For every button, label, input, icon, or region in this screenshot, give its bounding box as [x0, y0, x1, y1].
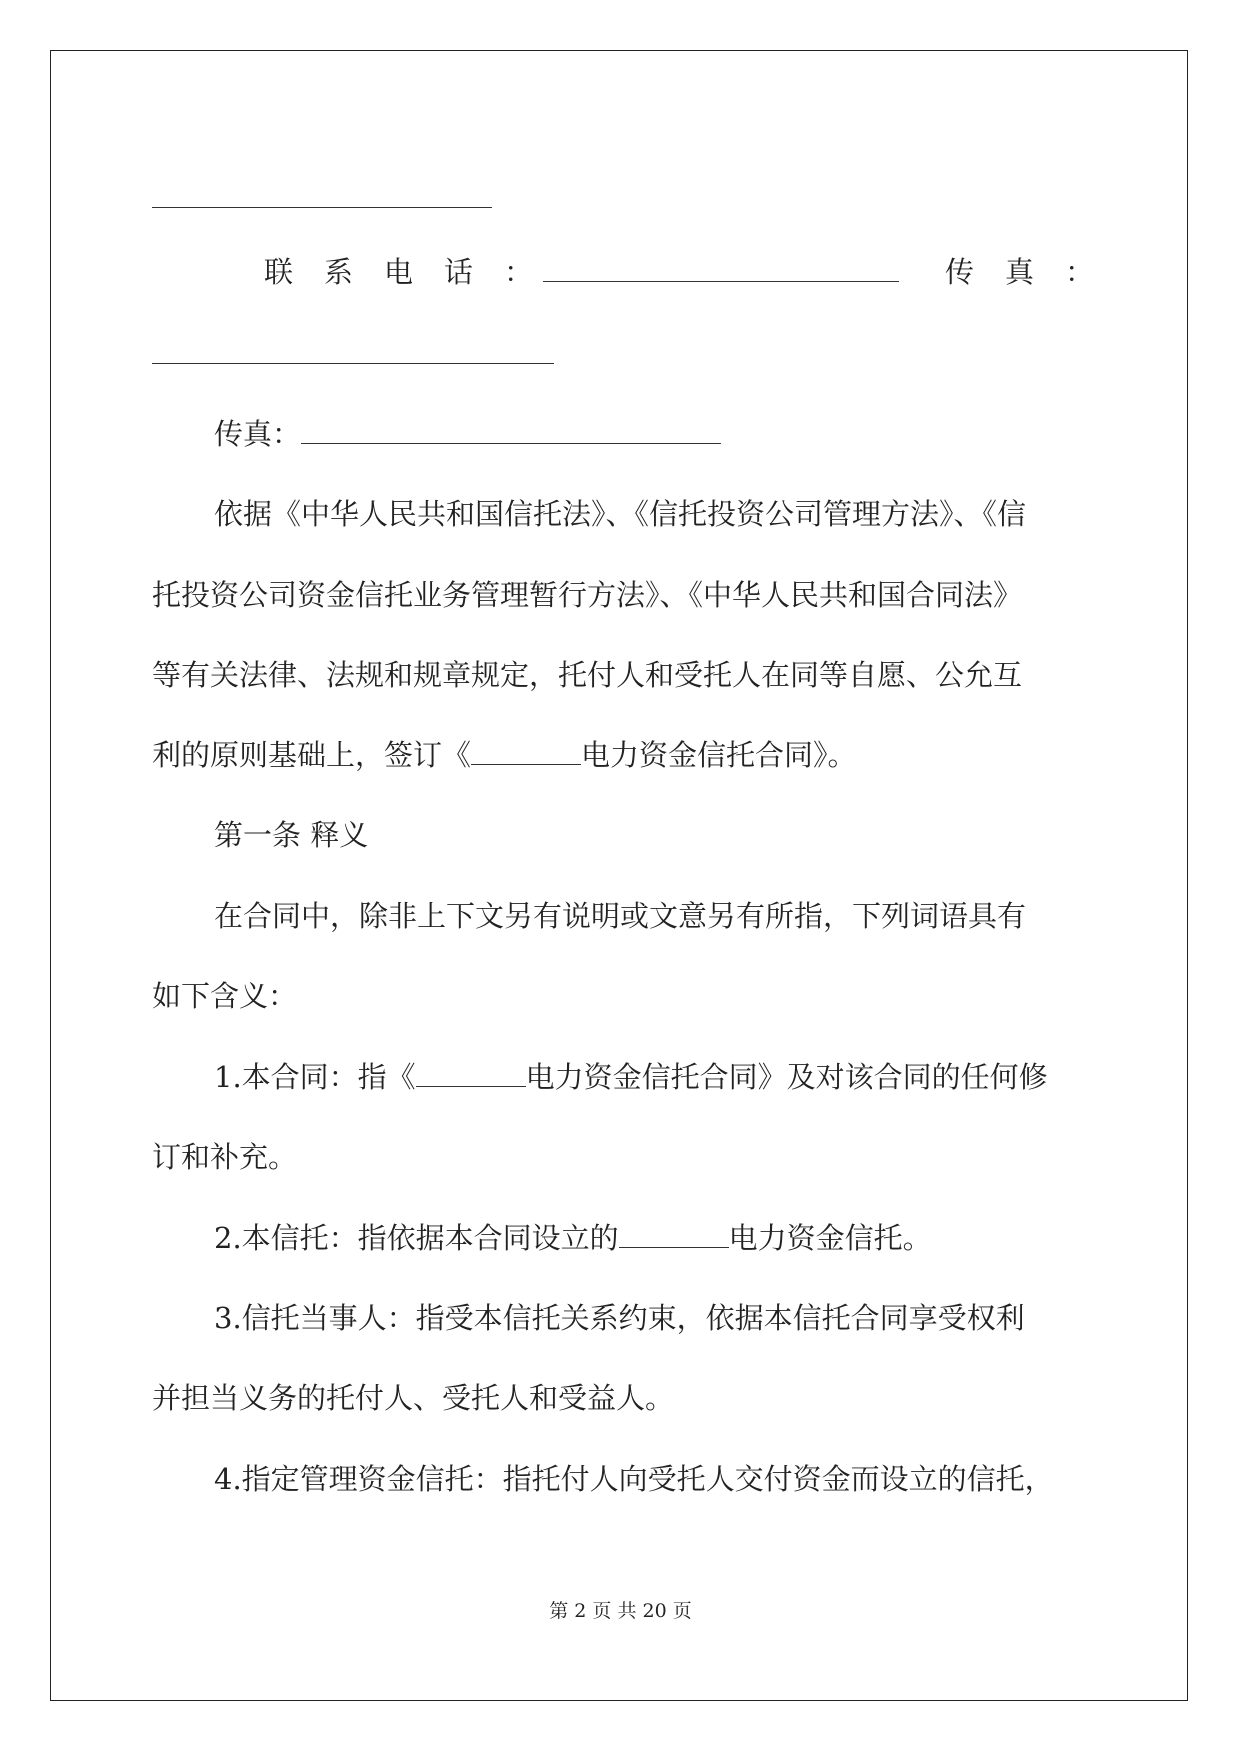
paragraph-line: 如下含义：	[152, 979, 298, 1013]
blank-line-fax	[152, 334, 554, 374]
contact-phone-row	[264, 252, 564, 292]
item-text: 电力资金信托合同》及对该合同的任何修	[525, 1060, 1048, 1094]
contact-phone-label: 联系电话：	[264, 255, 565, 289]
fill-blank[interactable]	[416, 1064, 526, 1087]
list-item: 4.指定管理资金信托：指托付人向受托人交付资金而设立的信托，	[214, 1462, 1054, 1496]
paragraph-line	[152, 735, 857, 775]
paragraph-text: 电力资金信托合同》。	[581, 738, 857, 772]
list-item-cont: 订和补充。	[152, 1140, 298, 1174]
contact-phone-blank[interactable]	[543, 252, 899, 292]
list-item	[214, 1057, 1048, 1097]
fill-blank[interactable]	[152, 341, 554, 364]
list-item: 3.信托当事人：指受本信托关系约束，依据本信托合同享受权利	[214, 1301, 1025, 1335]
fill-blank[interactable]	[471, 742, 581, 765]
article-title: 第一条 释义	[214, 818, 369, 852]
paragraph-line: 等有关法律、法规和规章规定，托付人和受托人在同等自愿、公允互	[152, 658, 1023, 692]
fill-blank[interactable]	[619, 1225, 729, 1248]
fill-blank[interactable]	[152, 185, 492, 208]
item-text: 2.本信托：指依据本合同设立的	[214, 1221, 619, 1255]
fax-row	[214, 414, 721, 454]
page-border	[50, 50, 1188, 1701]
item-text: 1.本合同：指《	[214, 1060, 416, 1094]
list-item	[214, 1218, 932, 1258]
paragraph-line: 托投资公司资金信托业务管理暂行方法》、《中华人民共和国合同法》	[152, 578, 1023, 612]
fill-blank[interactable]	[543, 259, 899, 282]
fill-blank[interactable]	[301, 421, 721, 444]
fax-label-spaced-row	[945, 252, 1125, 292]
item-text: 电力资金信托。	[728, 1221, 932, 1255]
fax-label: 传真：	[214, 417, 302, 451]
paragraph-text: 利的原则基础上，签订《	[152, 738, 472, 772]
paragraph-line: 依据《中华人民共和国信托法》、《信托投资公司管理方法》、《信	[214, 497, 1027, 531]
paragraph-line: 在合同中，除非上下文另有说明或文意另有所指，下列词语具有	[214, 899, 1027, 933]
list-item-cont: 并担当义务的托付人、受托人和受益人。	[152, 1381, 675, 1415]
page-footer: 第 2 页 共 20 页	[549, 1600, 692, 1622]
blank-line-top	[152, 178, 492, 218]
fax-label-spaced: 传真：	[945, 255, 1126, 289]
